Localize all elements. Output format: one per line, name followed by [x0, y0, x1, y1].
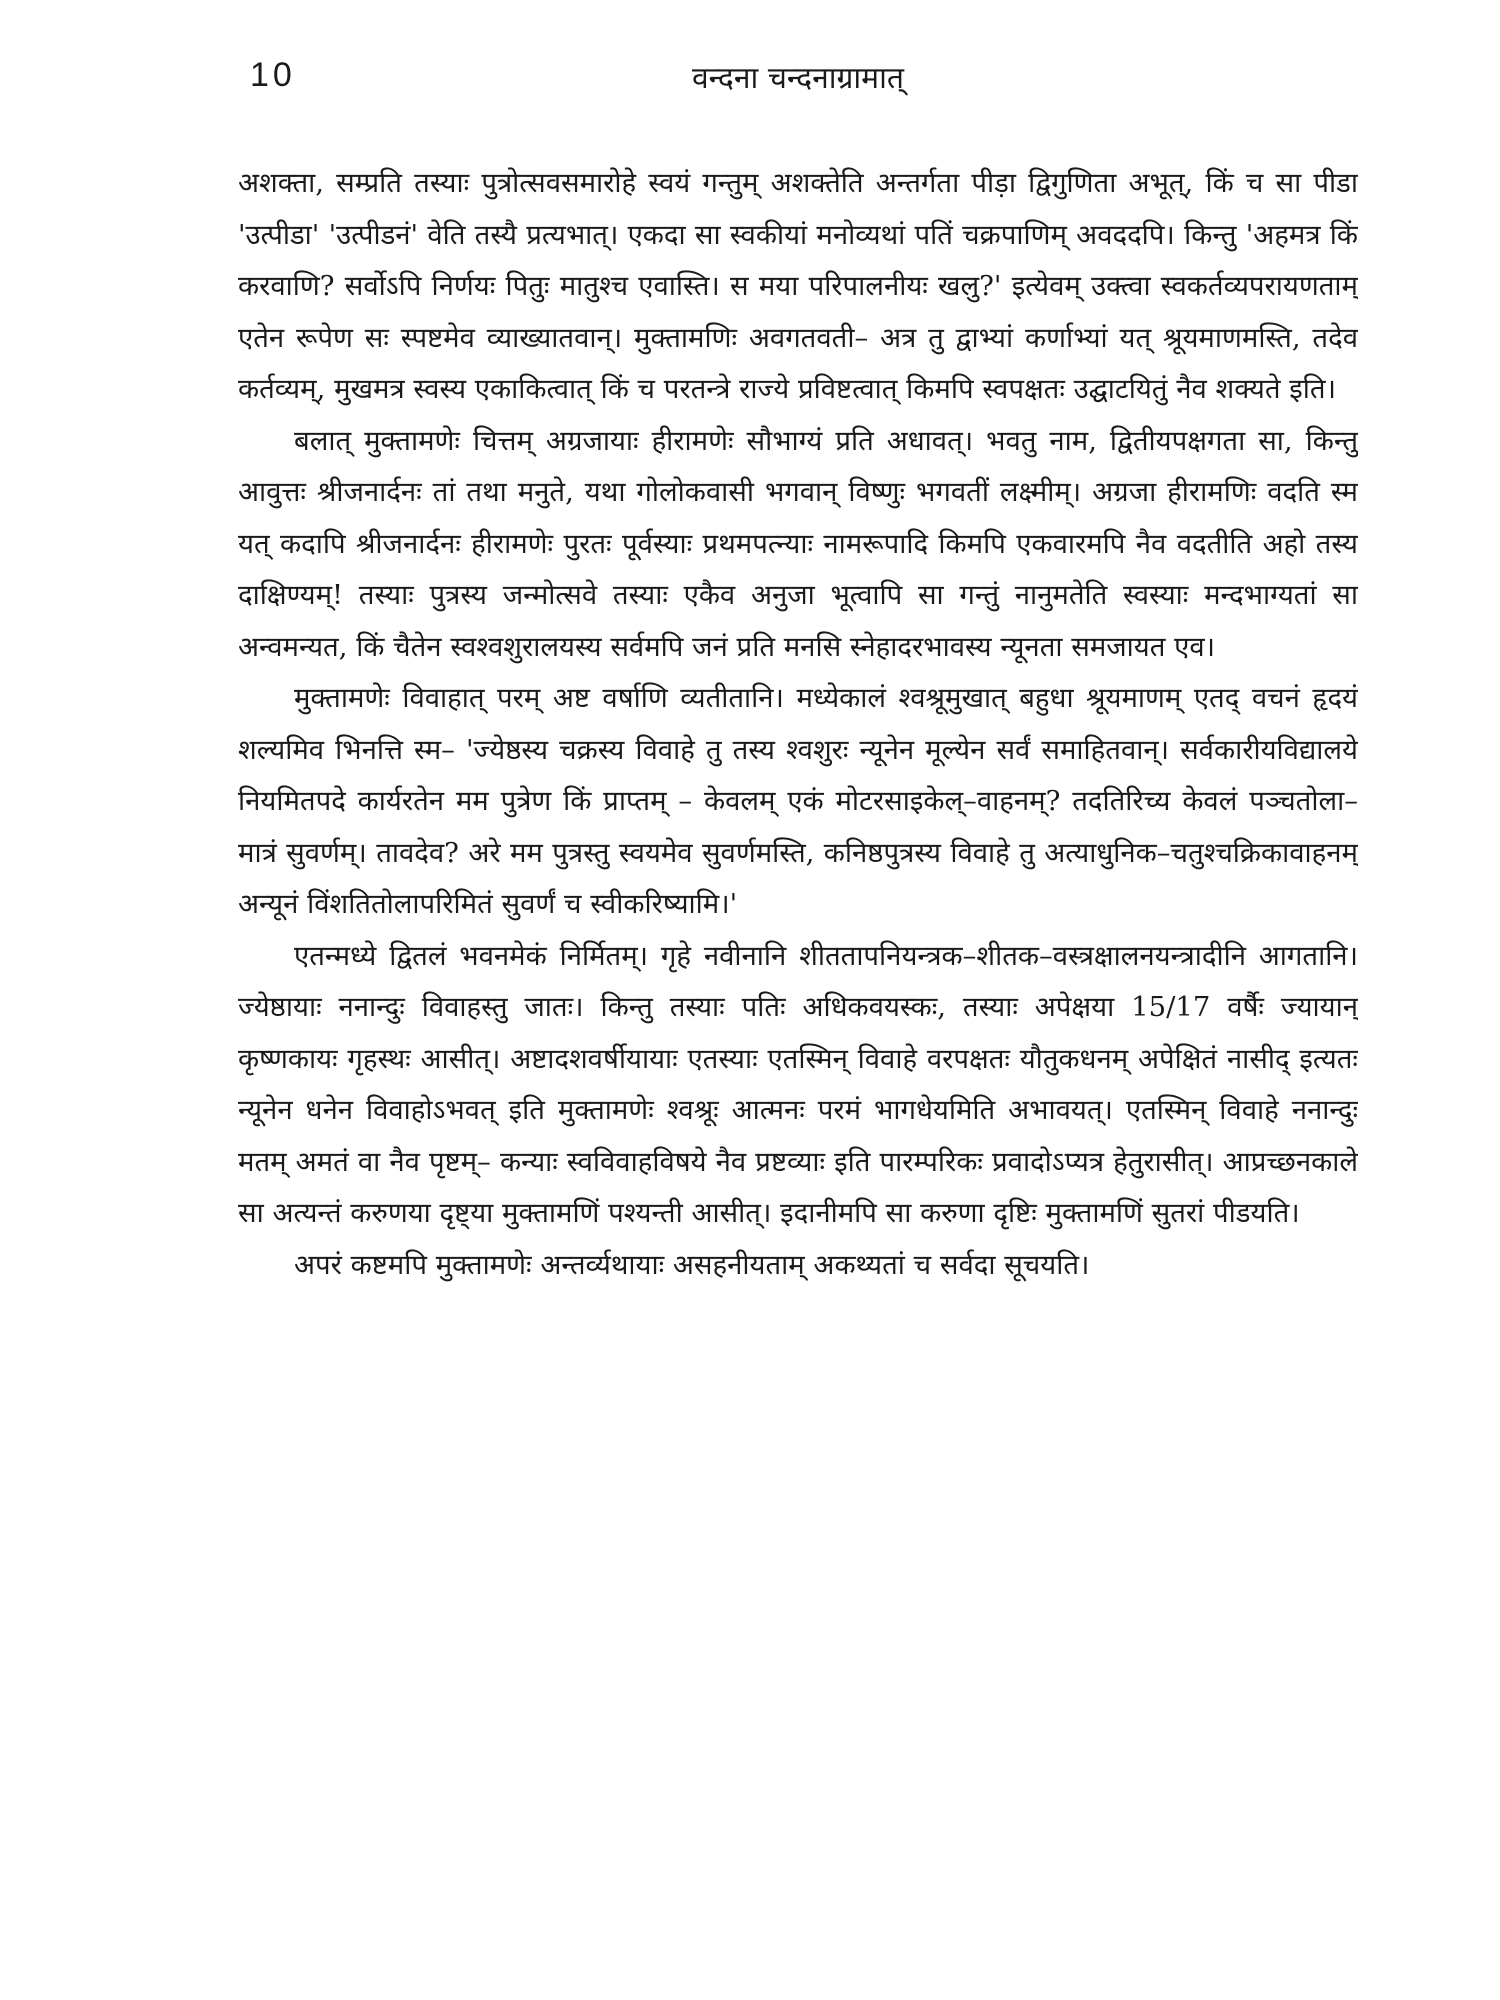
book-page — [238, 52, 1358, 1952]
paragraph-4: एतन्मध्ये द्वितलं भवनमेकं निर्मितम्। गृहे नवीनानि शीततापनियन्त्रक–शीतक–वस्त्रक्षालनयन्त्रादीनि आगतानि। ज्येष्ठायाः ननान्दुः विवाहस्तु जातः। किन्तु तस्याः पतिः अधिकवयस्कः, तस्याः अपेक्षया 15/17 वर्षैः ज्यायान् कृष्णकायः गृहस्थः आसीत्। अष्टादशवर्षीयायाः एतस्याः एतस्मिन् विवाहे वरपक्षतः यौतुकधनम् अपेक्षितं नासीद् इत्यतः न्यूनेन धनेन विवाहोऽभवत् इति मुक्तामणेः श्वश्रूः आत्मनः परमं भागधेयमिति अभावयत्। एतस्मिन् विवाहे ननान्दुः मतम् अमतं वा नैव पृष्टम्– कन्याः स्वविवाहविषये नैव प्रष्टव्याः इति पारम्परिकः प्रवादोऽप्यत्र हेतुरासीत्। आप्रच्छनकाले सा अत्यन्तं करुणया दृष्ट्या मुक्तामणिं पश्यन्ती आसीत्। इदानीमपि सा करुणा दृष्टिः मुक्तामणिं सुतरां पीडयति। — [238, 939, 1358, 1229]
paragraph-5: अपरं कष्टमपि मुक्तामणेः अन्तर्व्यथायाः असहनीयताम् अकथ्यतां च सर्वदा सूचयति। — [294, 1248, 1090, 1281]
paragraph-3: मुक्तामणेः विवाहात् परम् अष्ट वर्षाणि व्यतीतानि। मध्येकालं श्वश्रूमुखात् बहुधा श्रूयमाणम् एतद् वचनं हृदयं शल्यमिव भिनत्ति स्म– 'ज्येष्ठस्य चक्रस्य विवाहे तु तस्य श्वशुरः न्यूनेन मूल्येन सर्वं समाहितवान्। सर्वकारीयविद्यालये नियमितपदे कार्यरतेन मम पुत्रेण किं प्राप्तम् – केवलम् एकं मोटरसाइकेल्–वाहनम्? तदतिरिच्य केवलं पञ्चतोला–मात्रं सुवर्णम्। तावदेव? अरे मम पुत्रस्तु स्वयमेव सुवर्णमस्ति, कनिष्ठपुत्रस्य विवाहे तु अत्याधुनिक–चतुश्चक्रिकावाहनम् अन्यूनं विंशतितोलापरिमितं सुवर्णं च स्वीकरिष्यामि।' — [238, 682, 1358, 920]
paragraph-2: बलात् मुक्तामणेः चित्तम् अग्रजायाः हीरामणेः सौभाग्यं प्रति अधावत्। भवतु नाम, द्वितीयपक्षगता सा, किन्तु आवुत्तः श्रीजनार्दनः तां तथा मनुते, यथा गोलोकवासी भगवान् विष्णुः भगवतीं लक्ष्मीम्। अग्रजा हीरामणिः वदति स्म यत् कदापि श्रीजनार्दनः हीरामणेः पुरतः पूर्वस्याः प्रथमपत्न्याः नामरूपादि किमपि एकवारमपि नैव वदतीति अहो तस्य दाक्षिण्यम्! तस्याः पुत्रस्य जन्मोत्सवे तस्याः एकैव अनुजा भूत्वापि सा गन्तुं नानुमतेति स्वस्याः मन्दभाग्यतां सा अन्वमन्यत, किं चैतेन स्वश्वशुरालयस्य सर्वमपि जनं प्रति मनसि स्नेहादरभावस्य न्यूनता समजायत एव। — [238, 424, 1358, 663]
paragraph-1: अशक्ता, सम्प्रति तस्याः पुत्रोत्सवसमारोहे स्वयं गन्तुम् अशक्तेति अन्तर्गता पीड़ा द्विगुणिता अभूत्, किं च सा पीडा 'उत्पीडा' 'उत्पीडनं' वेति तस्यै प्रत्यभात्। एकदा सा स्वकीयां मनोव्यथां पतिं चक्रपाणिम् अवददपि। किन्तु 'अहमत्र किं करवाणि? सर्वोऽपि निर्णयः पितुः मातुश्च एवास्ति। स मया परिपालनीयः खलु?' इत्येवम् उक्त्वा स्वकर्तव्यपरायणताम् एतेन रूपेण सः स्पष्टमेव व्याख्यातवान्। मुक्तामणिः अवगतवती– अत्र तु द्वाभ्यां कर्णाभ्यां यत् श्रूयमाणमस्ति, तदेव कर्तव्यम्, मुखमत्र स्वस्य एकाकित्वात् किं च परतन्त्रे राज्ये प्रविष्टत्वात् किमपि स्वपक्षतः उद्घाटयितुं नैव शक्यते इति। — [238, 167, 1358, 405]
running-title: वन्दना चन्दनाग्रामात् — [691, 61, 904, 96]
page-header — [238, 52, 1358, 112]
page-number: 10 — [250, 56, 296, 94]
body-text — [238, 158, 1358, 1291]
